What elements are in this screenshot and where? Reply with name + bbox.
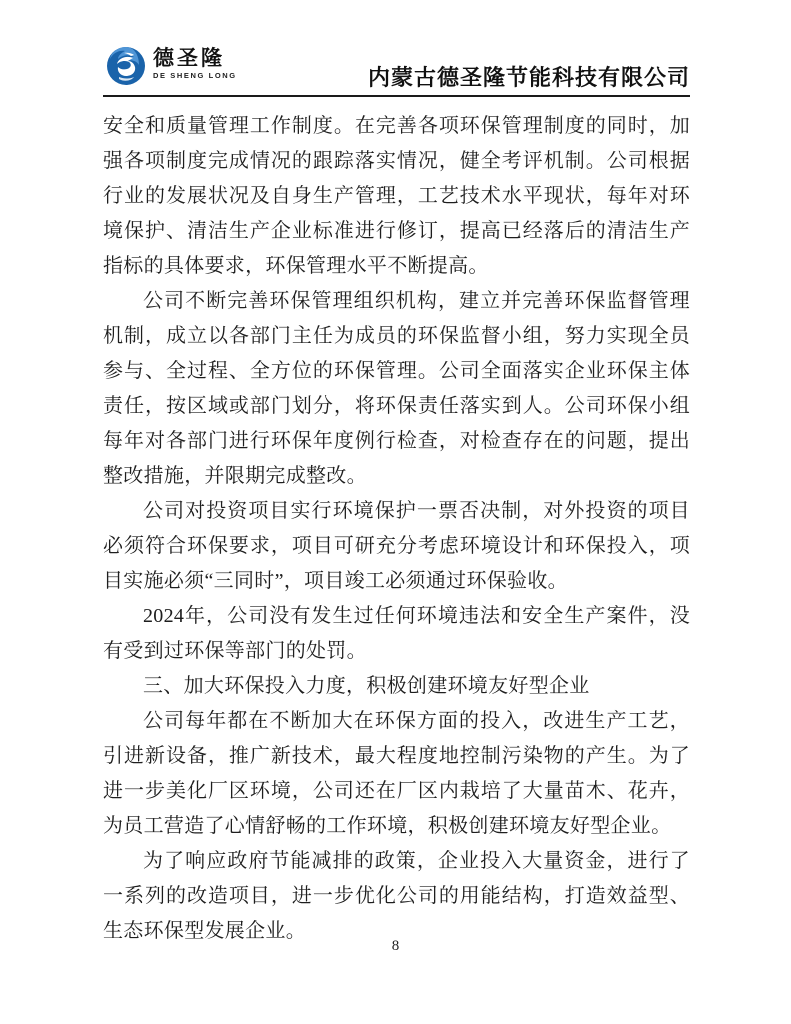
- paragraph: 2024年，公司没有发生过任何环境违法和安全生产案件，没有受到过环保等部门的处罚。: [103, 605, 690, 662]
- paragraph: 公司对投资项目实行环境保护一票否决制，对外投资的项目必须符合环保要求，项目可研充分考虑环境设计和环保投入，项目实施必须“三同时”，项目竣工必须通过环保验收。: [103, 500, 690, 592]
- logo-name-en: DE SHENG LONG: [153, 71, 237, 81]
- paragraph: 安全和质量管理工作制度。在完善各项环保管理制度的同时，加强各项制度完成情况的跟踪落实情况，健全考评机制。公司根据行业的发展状况及自身生产管理，工艺技术水平现状，每年对环境保护、清洁生产企业标准进行修订，提高已经落后的清洁生产指标的具体要求，环保管理水平不断提高。: [103, 115, 690, 277]
- paragraph: 公司不断完善环保管理组织机构，建立并完善环保监督管理机制，成立以各部门主任为成员的环保监督小组，努力实现全员参与、全过程、全方位的环保管理。公司全面落实企业环保主体责任，按区域或部门划分，将环保责任落实到人。公司环保小组每年对各部门进行环保年度例行检查，对检查存在的问题，提出整改措施，并限期完成整改。: [103, 290, 690, 487]
- section-heading: 三、加大环保投入力度，积极创建环境友好型企业: [143, 675, 590, 697]
- header-company-name: 内蒙古德圣隆节能科技有限公司: [367, 65, 690, 90]
- dragon-s-circle-icon: [103, 41, 149, 87]
- paragraph: 为了响应政府节能减排的政策，企业投入大量资金，进行了一系列的改造项目，进一步优化公司的用能结构，打造效益型、生态环保型发展企业。: [103, 850, 690, 942]
- company-logo: [103, 41, 237, 87]
- page-number: 8: [391, 938, 400, 954]
- page-header: [103, 0, 690, 97]
- logo-name-cn: 德圣隆: [153, 47, 225, 71]
- paragraph: 公司每年都在不断加大在环保方面的投入，改进生产工艺，引进新设备，推广新技术，最大程度地控制污染物的产生。为了进一步美化厂区环境，公司还在厂区内栽培了大量苗木、花卉，为员工营造了心情舒畅的工作环境，积极创建环境友好型企业。: [103, 710, 690, 837]
- document-body: [103, 109, 690, 949]
- logo-text-block: [153, 48, 237, 80]
